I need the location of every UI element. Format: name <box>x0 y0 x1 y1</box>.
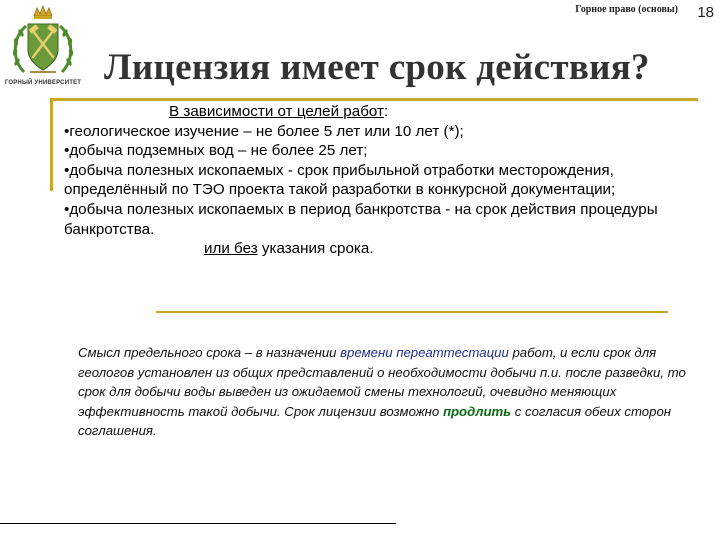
note-highlight-blue: времени переаттестации <box>340 345 509 360</box>
footer-rule <box>0 523 396 524</box>
intro-colon: : <box>383 103 389 120</box>
explanatory-note <box>78 343 688 441</box>
bullet-item: •добыча подземных вод – не более 25 лет; <box>64 142 368 160</box>
page-number: 18 <box>697 4 714 21</box>
intro-text: В зависимости от целей работ <box>169 103 384 120</box>
bullet-item: •добыча полезных ископаемых в период банкротства - на срок действия процедуры банкротства. <box>64 200 658 238</box>
note-part-3: с согласия обеих сторон соглашения. <box>78 403 672 438</box>
closing-line <box>64 239 664 259</box>
note-part-1: Смысл предельного срока – в назначении <box>78 345 341 360</box>
intro-line <box>64 102 664 122</box>
closing-underlined: или без <box>204 240 258 258</box>
header-title: Горное право (основы) <box>575 4 678 15</box>
bullet-item: •геологическое изучение – не более 5 лет или 10 лет (*); <box>64 122 464 140</box>
title-rule <box>50 98 698 101</box>
closing-rest: указания срока. <box>257 240 374 258</box>
slide-title: Лицензия имеет срок действия? <box>104 47 650 88</box>
note-highlight-green: продлить <box>442 403 512 419</box>
logo-caption: ГОРНЫЙ УНИВЕРСИТЕТ <box>4 80 82 86</box>
left-accent-bar <box>50 98 53 191</box>
main-text-block <box>64 102 664 259</box>
section-divider <box>156 311 668 313</box>
note-part-2: работ, и если срок для геологов установлен из общих представлений о необходимости добычи п.и. после разведки, то срок для добычи воды выведен из ожидаемой смены технологий, очевидно меняющих эффективность такой добычи. Срок лицензии возможно <box>78 345 686 419</box>
bullet-item: •добыча полезных ископаемых - срок прибыльной отработки месторождения, определённый по ТЭО проекта такой разработки в конкурсной документации; <box>64 161 616 199</box>
